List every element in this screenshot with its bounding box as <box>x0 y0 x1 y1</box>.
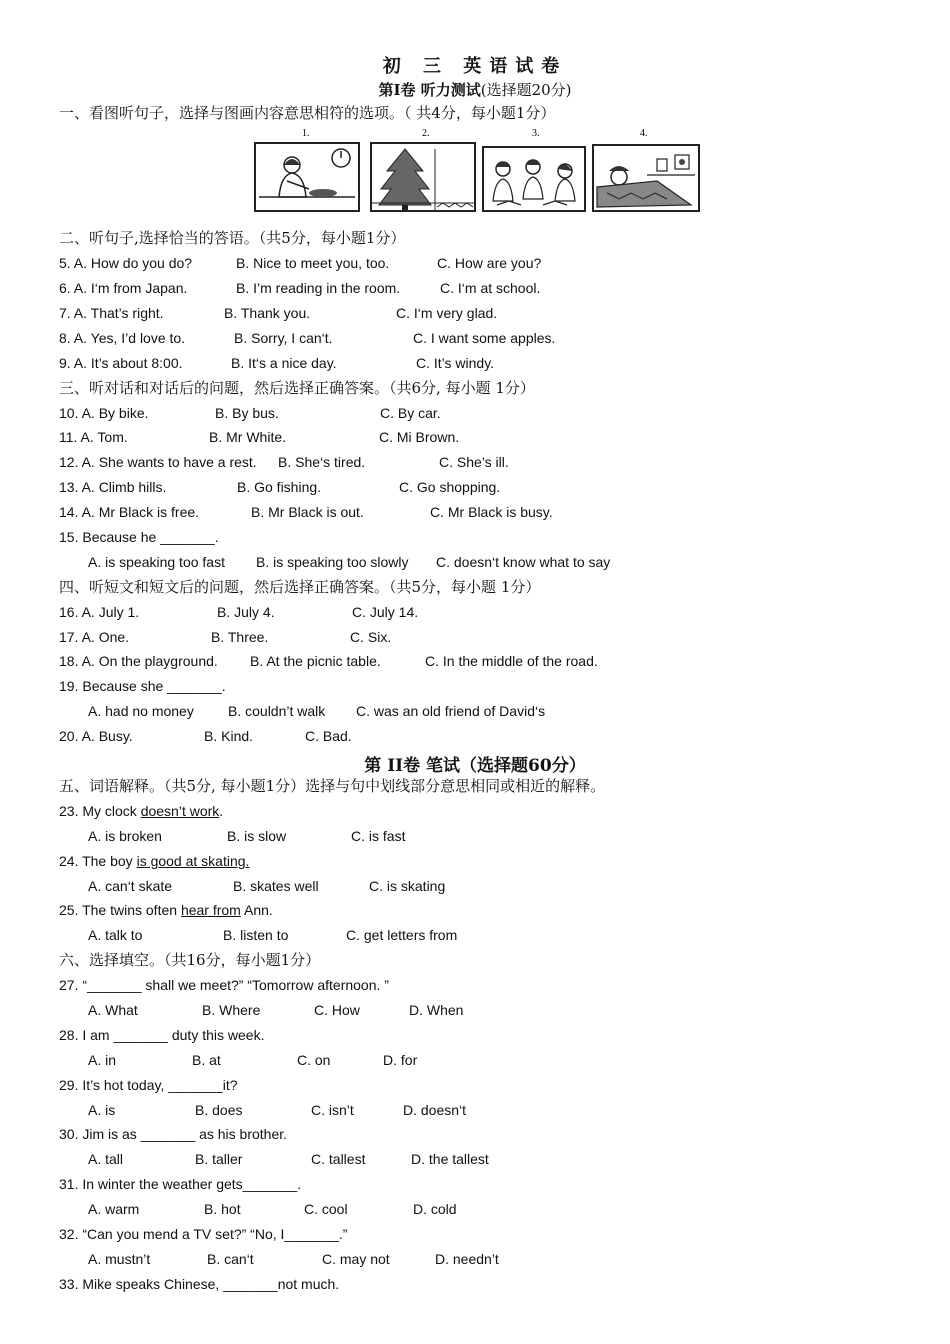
question-18-stem: 18. A. On the playground. <box>59 653 218 669</box>
question-30-option-b: B. taller <box>195 1151 243 1167</box>
question-23-option-a: A. is broken <box>88 828 162 844</box>
part1-note: (选择题20分) <box>480 81 572 99</box>
question-25-underlined: hear from <box>180 902 241 918</box>
question-24-option-c: C. is skating <box>369 878 446 894</box>
section1-heading: 一、看图听句子，选择与图画内容意思相符的选项。（ 共4分，每小题1分） <box>59 104 556 122</box>
question-30-stem: 30. Jim is as _______ as his brother. <box>59 1126 288 1142</box>
question-32-option-b: B. can‘t <box>207 1251 254 1267</box>
question-10-stem: 10. A. By bike. <box>59 405 149 421</box>
question-23-option-b: B. is slow <box>227 828 287 844</box>
question-23-option-c: C. is fast <box>351 828 406 844</box>
question-13-option-c: C. Go shopping. <box>399 479 501 495</box>
part1-heading <box>0 79 950 100</box>
question-24-underlined: is good at skating. <box>136 853 250 869</box>
question-19-option-b: B. couldn’t walk <box>228 703 326 719</box>
question-14-option-c: C. Mr Black is busy. <box>430 504 553 520</box>
question-24-text-before: 24. The boy <box>59 853 137 869</box>
question-24-option-b: B. skates well <box>233 878 319 894</box>
part2-heading: 第 II卷 笔试（选择题60分） <box>364 756 586 776</box>
question-30-option-d: D. the tallest <box>411 1151 489 1167</box>
question-31-option-d: D. cold <box>413 1201 457 1217</box>
question-9-stem: 9. A. It’s about 8:00. <box>59 355 183 371</box>
section4-heading: 四、听短文和短文后的问题，然后选择正确答案。（共5分，每小题 1分） <box>59 578 541 596</box>
page-title: 初 三 英语试卷 <box>382 56 568 77</box>
question-13-stem: 13. A. Climb hills. <box>59 479 167 495</box>
section2-heading: 二、听句子,选择恰当的答语。（共5分，每小题1分） <box>59 229 406 247</box>
question-33-stem: 33. Mike speaks Chinese, _______not much. <box>59 1276 340 1292</box>
pic-number-3: 3. <box>532 128 540 139</box>
question-23-text-after: . <box>219 803 224 819</box>
question-29-option-b: B. does <box>195 1102 243 1118</box>
pic-number-4: 4. <box>640 128 648 139</box>
question-31-option-b: B. hot <box>204 1201 241 1217</box>
question-7-option-b: B. Thank you. <box>224 305 311 321</box>
question-19-option-a: A. had no money <box>88 703 194 719</box>
question-17-option-b: B. Three. <box>211 629 269 645</box>
picture-strip-svg <box>247 125 709 220</box>
question-16-option-b: B. July 4. <box>217 604 275 620</box>
question-8-stem: 8. A. Yes, I’d love to. <box>59 330 186 346</box>
question-30-option-a: A. tall <box>88 1151 124 1167</box>
question-29-option-c: C. isn’t <box>311 1102 354 1118</box>
question-29-option-d: D. doesn‘t <box>403 1102 467 1118</box>
question-12-option-c: C. She’s ill. <box>439 454 509 470</box>
question-5-stem: 5. A. How do you do? <box>59 255 193 271</box>
picture-1-man-eating <box>255 143 359 211</box>
question-23-text-before: 23. My clock <box>59 803 141 819</box>
question-10-option-c: C. By car. <box>380 405 441 421</box>
question-27-option-c: C. How <box>314 1002 360 1018</box>
question-23-stem <box>59 801 223 821</box>
question-9-option-b: B. It‘s a nice day. <box>231 355 337 371</box>
question-27-option-a: A. What <box>88 1002 138 1018</box>
question-27-option-d: D. When <box>409 1002 464 1018</box>
question-8-option-b: B. Sorry, I can‘t. <box>234 330 333 346</box>
question-12-option-b: B. She‘s tired. <box>278 454 366 470</box>
question-20-stem: 20. A. Busy. <box>59 728 133 744</box>
question-31-stem: 31. In winter the weather gets_______. <box>59 1176 302 1192</box>
question-17-option-c: C. Six. <box>350 629 392 645</box>
pic-number-2: 2. <box>422 128 430 139</box>
question-5-option-b: B. Nice to meet you, too. <box>236 255 390 271</box>
question-32-option-d: D. needn’t <box>435 1251 499 1267</box>
question-25-text-before: 25. The twins often <box>59 902 181 918</box>
question-31-option-a: A. warm <box>88 1201 140 1217</box>
question-27-stem: 27. “_______ shall we meet?” “Tomorrow afternoon. ” <box>59 977 389 993</box>
question-13-option-b: B. Go fishing. <box>237 479 322 495</box>
question-15-option-b: B. is speaking too slowly <box>256 554 409 570</box>
question-20-option-b: B. Kind. <box>204 728 254 744</box>
section5-heading: 五、词语解释。（共5分, 每小题1分）选择与句中划线部分意思相同或相近的解释。 <box>59 777 606 795</box>
question-32-option-c: C. may not <box>322 1251 390 1267</box>
question-25-stem <box>59 900 273 920</box>
question-20-option-c: C. Bad. <box>305 728 352 744</box>
question-19-stem: 19. Because she _______. <box>59 678 226 694</box>
question-27-option-b: B. Where <box>202 1002 261 1018</box>
question-29-option-a: A. is <box>88 1102 116 1118</box>
question-16-stem: 16. A. July 1. <box>59 604 140 620</box>
question-28-option-c: C. on <box>297 1052 331 1068</box>
question-17-stem: 17. A. One. <box>59 629 130 645</box>
question-6-stem: 6. A. I‘m from Japan. <box>59 280 188 296</box>
question-31-option-c: C. cool <box>304 1201 348 1217</box>
question-11-option-c: C. Mi Brown. <box>379 429 460 445</box>
question-14-stem: 14. A. Mr Black is free. <box>59 504 200 520</box>
question-18-option-b: B. At the picnic table. <box>250 653 381 669</box>
section6-heading: 六、选择填空。（共16分，每小题1分） <box>59 951 321 969</box>
question-28-option-b: B. at <box>192 1052 221 1068</box>
question-25-option-b: B. listen to <box>223 927 289 943</box>
question-9-option-c: C. It’s windy. <box>416 355 495 371</box>
question-14-option-b: B. Mr Black is out. <box>251 504 364 520</box>
question-23-underlined: doesn’t work <box>140 803 220 819</box>
question-25-option-a: A. talk to <box>88 927 143 943</box>
section3-heading: 三、听对话和对话后的问题，然后选择正确答案。（共6分, 每小题 1分） <box>59 379 535 397</box>
question-32-stem: 32. “Can you mend a TV set?” “No, I_______.” <box>59 1226 348 1242</box>
question-30-option-c: C. tallest <box>311 1151 366 1167</box>
question-19-option-c: C. was an old friend of David‘s <box>356 703 546 719</box>
question-24-stem <box>59 851 249 871</box>
question-11-option-b: B. Mr White. <box>209 429 287 445</box>
question-28-option-d: D. for <box>383 1052 418 1068</box>
question-25-option-c: C. get letters from <box>346 927 458 943</box>
question-25-text-after: Ann. <box>240 902 273 918</box>
question-10-option-b: B. By bus. <box>215 405 279 421</box>
question-29-stem: 29. It’s hot today, _______it? <box>59 1077 238 1093</box>
question-32-option-a: A. mustn’t <box>88 1251 151 1267</box>
picture-3-children-reading <box>483 147 585 211</box>
question-11-stem: 11. A. Tom. <box>59 429 128 445</box>
question-8-option-c: C. I want some apples. <box>413 330 556 346</box>
question-5-option-c: C. How are you? <box>437 255 542 271</box>
question-15-option-a: A. is speaking too fast <box>88 554 225 570</box>
question-7-stem: 7. A. That’s right. <box>59 305 164 321</box>
question-6-option-c: C. I‘m at school. <box>440 280 541 296</box>
question-6-option-b: B. I’m reading in the room. <box>236 280 401 296</box>
question-15-stem: 15. Because he _______. <box>59 529 219 545</box>
question-7-option-c: C. I‘m very glad. <box>396 305 498 321</box>
question-18-option-c: C. In the middle of the road. <box>425 653 598 669</box>
question-28-stem: 28. I am _______ duty this week. <box>59 1027 265 1043</box>
pic-number-1: 1. <box>302 128 310 139</box>
question-16-option-c: C. July 14. <box>352 604 419 620</box>
picture-strip <box>247 125 709 220</box>
question-15-option-c: C. doesn‘t know what to say <box>436 554 611 570</box>
question-24-option-a: A. can‘t skate <box>88 878 173 894</box>
part1-label: 第Ⅰ卷 听力测试 <box>378 81 481 99</box>
question-28-option-a: A. in <box>88 1052 117 1068</box>
picture-4-sick-in-bed <box>593 145 699 211</box>
picture-2-christmas-tree <box>371 143 475 211</box>
question-12-stem: 12. A. She wants to have a rest. <box>59 454 257 470</box>
